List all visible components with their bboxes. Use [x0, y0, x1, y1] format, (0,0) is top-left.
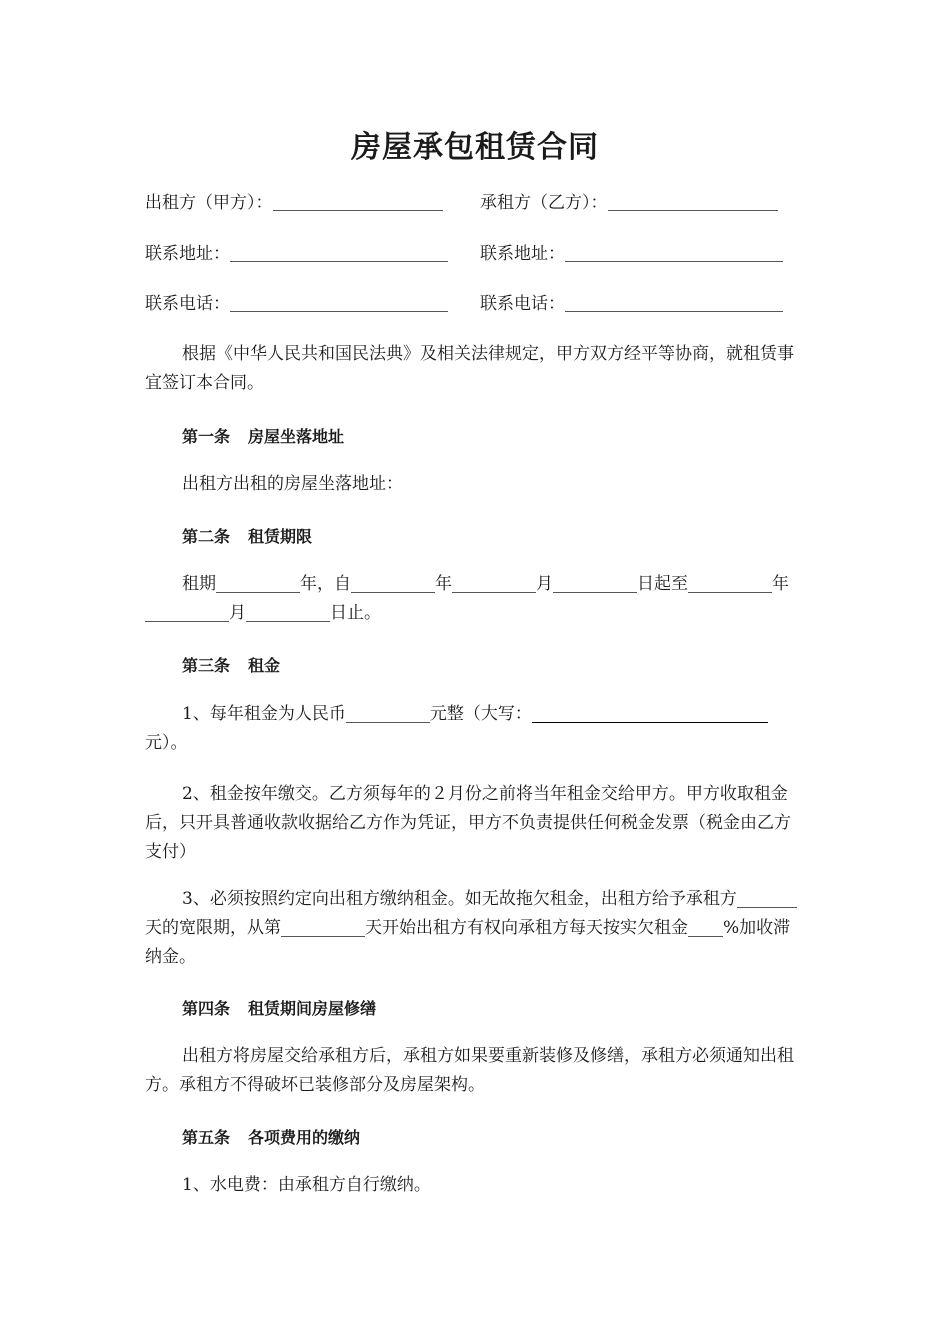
article3-item3 [145, 885, 807, 972]
rent-amount-blank [346, 704, 430, 723]
article5-number: 第五条 [182, 1128, 231, 1147]
lessee-blank [608, 194, 778, 211]
article2-number: 第二条 [182, 527, 231, 546]
lessor-phone-field [145, 293, 448, 315]
term-text-1: 租期 [182, 574, 216, 594]
term-text-5: 日起至 [637, 574, 688, 594]
rent-capital-blank [532, 704, 768, 723]
late-text-1: 3、必须按照约定向出租方缴纳租金。如无故拖欠租金，出租方给予承租方 [182, 889, 737, 909]
end-year-blank [688, 574, 772, 593]
article3-item2: 2、租金按年缴交。乙方须每年的２月份之前将当年租金交给甲方。甲方收取租金后，只开具普通收款收据给乙方作为凭证，甲方不负责提供任何税金发票（税金由乙方支付） [145, 784, 791, 862]
lessor-address-field [145, 243, 448, 265]
article4-title: 租赁期间房屋修缮 [248, 999, 377, 1018]
lessor-phone-blank [230, 295, 448, 312]
start-month-blank [452, 574, 536, 593]
late-fee-rate-blank [688, 918, 723, 937]
end-month-blank [145, 603, 229, 622]
start-year-blank [351, 574, 435, 593]
lessee-address-label: 联系地址： [480, 244, 565, 264]
term-years-blank [216, 574, 300, 593]
late-text-4: %加收滞纳金。 [145, 918, 791, 967]
article1-number: 第一条 [182, 427, 231, 446]
term-text-6: 年 [772, 574, 789, 594]
start-day-count-blank [281, 918, 365, 937]
term-text-7: 月 [229, 603, 246, 623]
article4-heading [182, 996, 376, 1019]
article5-item1: 1、水电费：由承租方自行缴纳。 [182, 1175, 431, 1195]
term-text-8: 日止。 [330, 603, 381, 623]
article4-text: 出租方将房屋交给承租方后，承租方如果要重新装修及修缮，承租方必须通知出租方。承租方不得破坏已装修部分及房屋架构。 [145, 1046, 794, 1095]
lessee-address-blank [565, 245, 783, 262]
lessor-phone-label: 联系电话： [145, 294, 230, 314]
lessee-field [480, 192, 778, 214]
late-text-2: 天的宽限期，从第 [145, 918, 281, 938]
article1-text: 出租方出租的房屋坐落地址： [182, 474, 403, 494]
lessor-address-label: 联系地址： [145, 244, 230, 264]
lessee-label: 承租方（乙方）： [480, 193, 608, 213]
term-text-3: 年 [435, 574, 452, 594]
lessor-blank [273, 194, 443, 211]
rent-text-3: 元）。 [145, 733, 188, 753]
article4-number: 第四条 [182, 999, 231, 1018]
rent-text-1: 1、每年租金为人民币 [182, 704, 346, 724]
rent-text-2: 元整（大写： [429, 704, 532, 724]
article3-heading [182, 653, 280, 676]
lessee-phone-label: 联系电话： [480, 294, 565, 314]
article1-title: 房屋坐落地址 [248, 427, 345, 446]
preamble-paragraph: 根据《中华人民共和国民法典》及相关法律规定，甲方双方经平等协商，就租赁事宜签订本合同。 [145, 344, 794, 393]
end-day-blank [246, 603, 330, 622]
document-title: 房屋承包租赁合同 [351, 130, 599, 165]
article2-heading [182, 524, 312, 547]
article5-heading [182, 1125, 360, 1148]
article5-title: 各项费用的缴纳 [248, 1128, 361, 1147]
lessee-address-field [480, 243, 783, 265]
start-day-blank [553, 574, 637, 593]
article3-title: 租金 [248, 656, 281, 675]
article2-term-paragraph [145, 570, 807, 628]
lessor-address-blank [230, 245, 448, 262]
term-text-4: 月 [536, 574, 553, 594]
grace-days-blank [737, 889, 797, 908]
late-text-3: 天开始出租方有权向承租方每天按实欠租金 [365, 918, 688, 938]
article3-number: 第三条 [182, 656, 231, 675]
lessee-phone-field [480, 293, 783, 315]
article2-title: 租赁期限 [248, 527, 313, 546]
term-text-2: 年，自 [300, 574, 351, 594]
article3-item1 [145, 700, 807, 758]
article1-heading [182, 424, 344, 447]
lessee-phone-blank [565, 295, 783, 312]
lessor-label: 出租方（甲方）： [145, 193, 273, 213]
lessor-field [145, 192, 443, 214]
